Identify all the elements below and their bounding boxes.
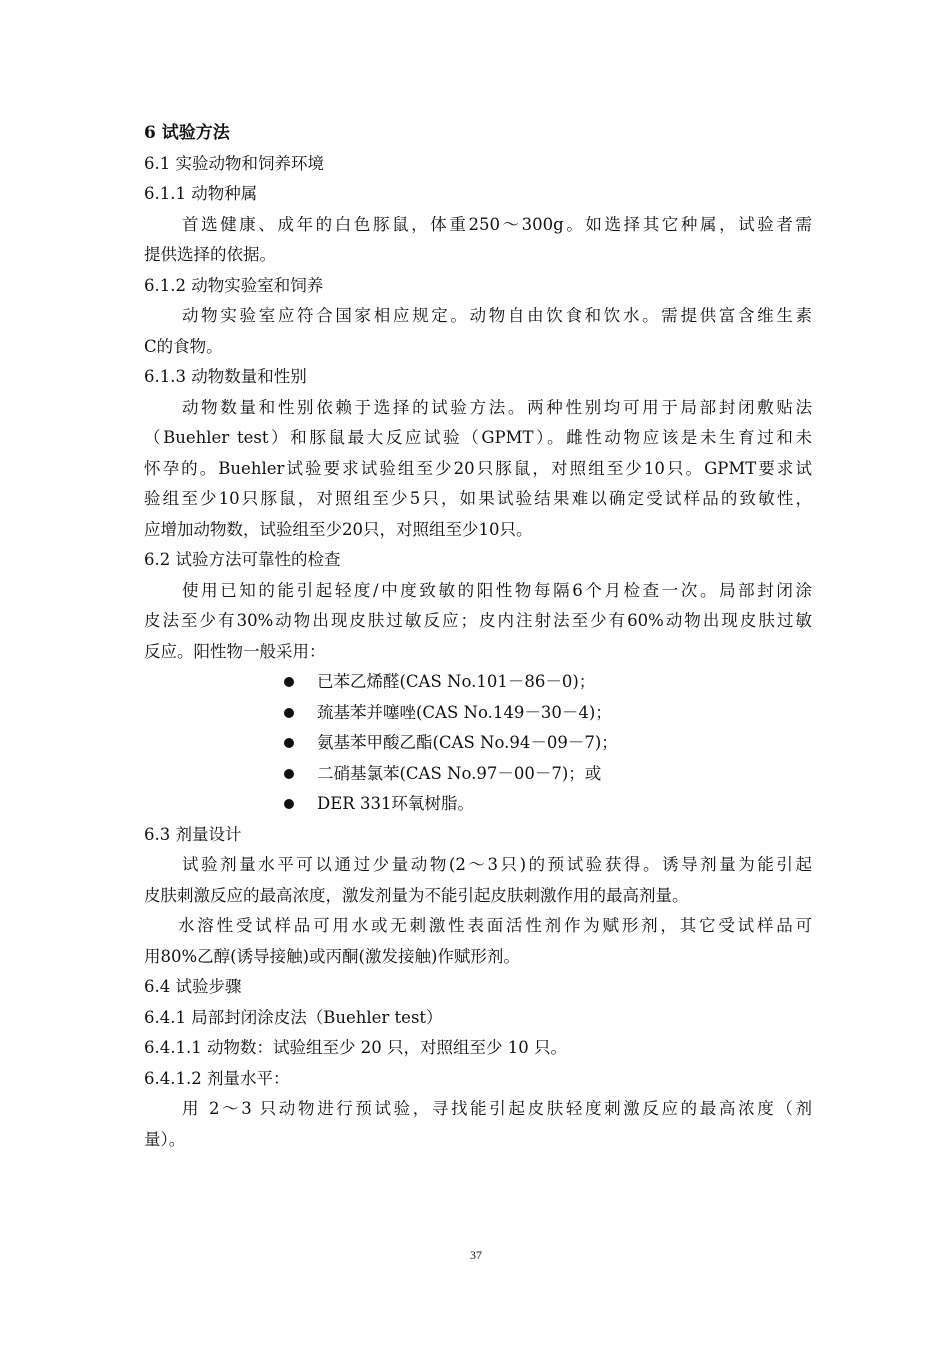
page-number: 37 (470, 1248, 482, 1262)
paragraph-line: 试验剂量水平可以通过少量动物(2～3只)的预试验获得。诱导剂量为能引起 (182, 855, 812, 874)
subsection-heading: 6.1 实验动物和饲养环境 (144, 153, 324, 173)
paragraph-line: 首选健康、成年的白色豚鼠，体重250～300g。如选择其它种属，试验者需 (182, 214, 812, 234)
subsection-heading: 6.2 试验方法可靠性的检查 (144, 550, 341, 569)
bullet-icon (284, 738, 294, 748)
bullet-icon (284, 769, 294, 779)
bullet-icon (284, 708, 294, 718)
paragraph-line: 用 2～3 只动物进行预试验，寻找能引起皮肤轻度刺激反应的最高浓度（剂 (182, 1099, 812, 1118)
paragraph-line: 使用已知的能引起轻度/中度致敏的阳性物每隔6个月检查一次。局部封闭涂 (182, 580, 812, 600)
paragraph-line: 应增加动物数，试验组至少20只，对照组至少10只。 (144, 519, 533, 539)
page-body (144, 118, 812, 1155)
list-item-text: 巯基苯并噻唑(CAS No.149－30－4)； (317, 702, 612, 722)
paragraph-line: 动物数量和性别依赖于选择的试验方法。两种性别均可用于局部封闭敷贴法 (182, 397, 812, 417)
section-heading: 6 试验方法 (144, 123, 230, 143)
paragraph-line: 用80%乙醇(诱导接触)或丙酮(激发接触)作赋形剂。 (144, 946, 520, 966)
list-item (144, 667, 812, 698)
paragraph-line: 验组至少10只豚鼠，对照组至少5只，如果试验结果难以确定受试样品的致敏性， (144, 489, 812, 508)
subsection-heading: 6.1.1 动物种属 (144, 184, 258, 203)
paragraph-line: 皮法至少有30%动物出现皮肤过敏反应；皮内注射法至少有60%动物出现皮肤过敏 (144, 611, 812, 630)
list-item (144, 698, 812, 729)
subsection-heading: 6.4 试验步骤 (144, 977, 242, 996)
paragraph-line: 水溶性受试样品可用水或无刺激性表面活性剂作为赋形剂，其它受试样品可 (178, 916, 812, 935)
list-item (144, 728, 812, 759)
paragraph-line: 动物实验室应符合国家相应规定。动物自由饮食和饮水。需提供富含维生素 (182, 306, 812, 325)
paragraph-line: （Buehler test）和豚鼠最大反应试验（GPMT）。雌性动物应该是未生育过和未 (144, 428, 812, 447)
subsection-heading: 6.4.1.2 剂量水平： (144, 1068, 290, 1088)
list-item (144, 759, 812, 790)
subsection-heading: 6.1.3 动物数量和性别 (144, 367, 307, 386)
subsection-heading: 6.4.1 局部封闭涂皮法（Buehler test） (144, 1007, 443, 1027)
subsection-heading: 6.4.1.1 动物数：试验组至少 20 只，对照组至少 10 只。 (144, 1038, 567, 1057)
paragraph-line: 皮肤刺激反应的最高浓度，激发剂量为不能引起皮肤刺激作用的最高剂量。 (144, 885, 689, 905)
list-item-text: 已苯乙烯醛(CAS No.101－86－0)； (317, 672, 596, 691)
paragraph-line: C的食物。 (144, 336, 223, 356)
list-item-text: 氨基苯甲酸乙酯(CAS No.94－09－7)； (317, 733, 618, 752)
paragraph-line: 反应。阳性物一般采用： (144, 641, 326, 661)
list-item (144, 789, 812, 820)
bullet-icon (284, 799, 294, 809)
list-item-text: DER 331环氧树脂。 (317, 794, 474, 813)
list-item-text: 二硝基氯苯(CAS No.97－00－7)；或 (317, 763, 602, 783)
paragraph-line: 怀孕的。Buehler试验要求试验组至少20只豚鼠，对照组至少10只。GPMT要求试 (144, 458, 812, 478)
paragraph-line: 量）。 (144, 1129, 186, 1149)
bullet-icon (284, 677, 294, 687)
paragraph-line: 提供选择的依据。 (144, 245, 276, 264)
subsection-heading: 6.1.2 动物实验室和饲养 (144, 275, 324, 295)
subsection-heading: 6.3 剂量设计 (144, 824, 242, 844)
